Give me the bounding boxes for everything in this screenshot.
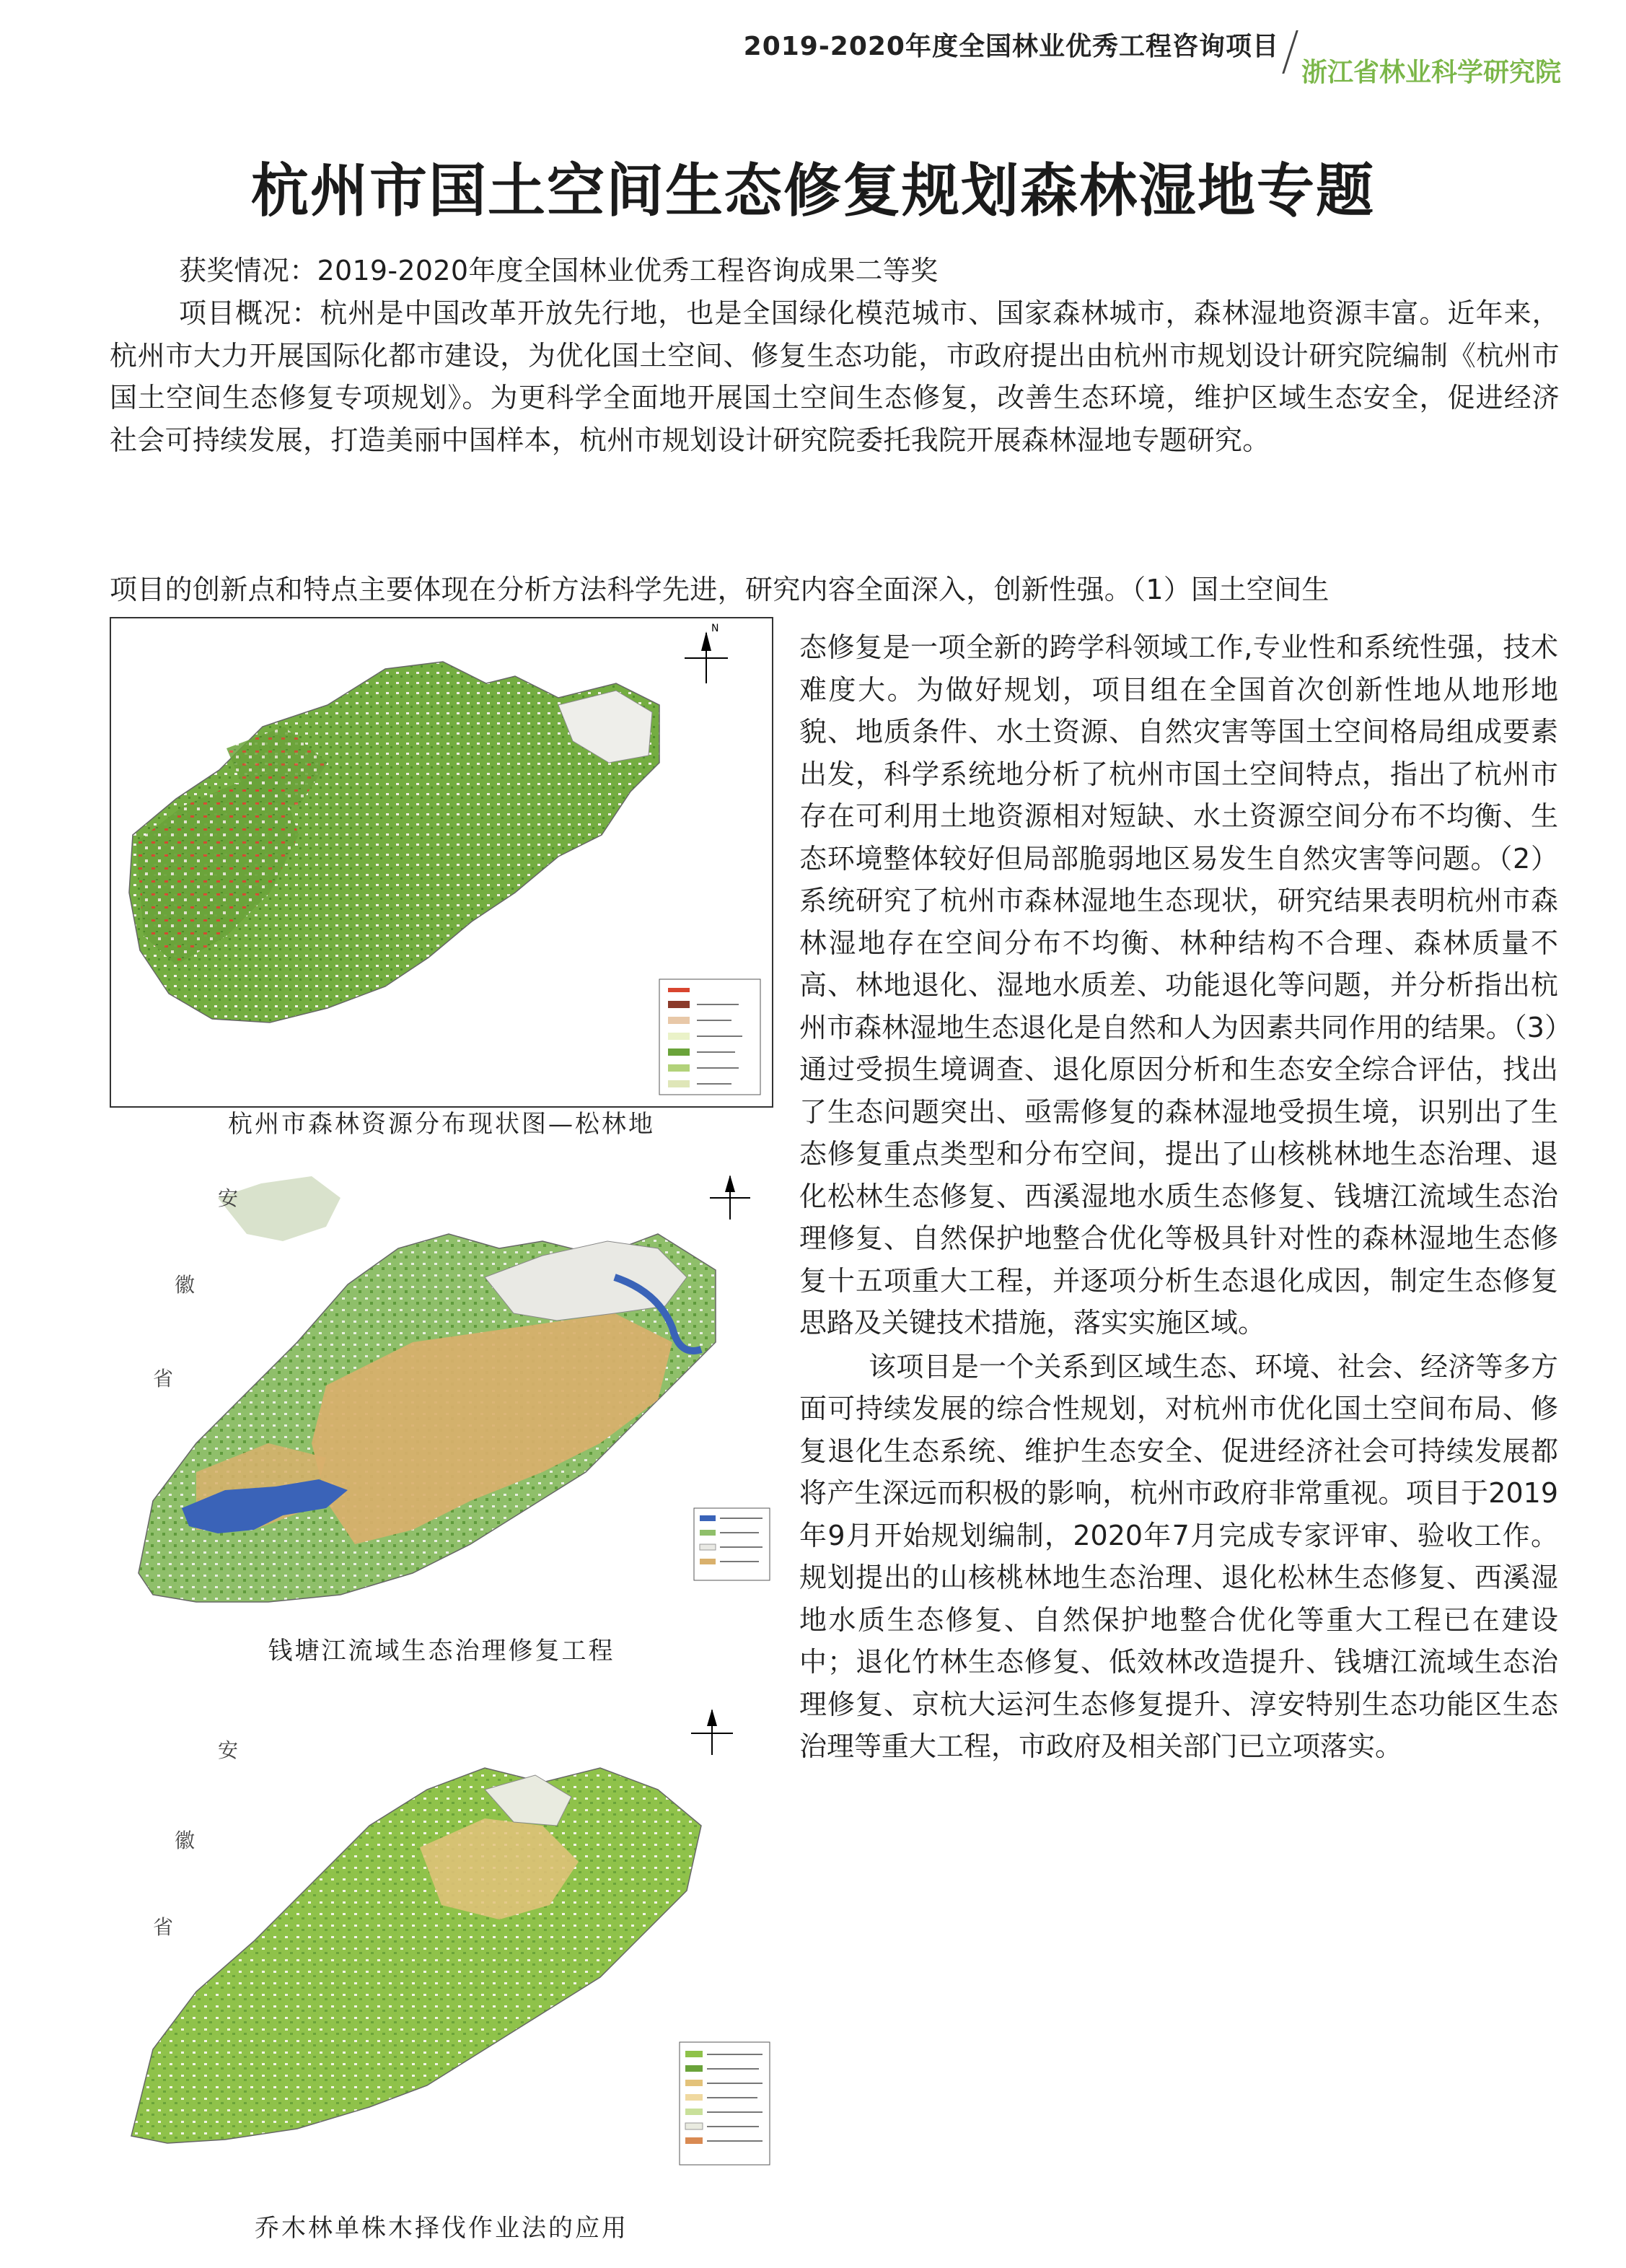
map-label-hui: 徽 [175,1273,195,1297]
figure-qiantang-map [110,1169,773,1624]
selective-logging-map-image [110,1703,773,2179]
innovation-text: 态修复是一项全新的跨学科领域工作,专业性和系统性强，技术难度大。为做好规划，项目组在全国首次创新性地从地形地貌、地质条件、水土资源、自然灾害等国土空间格局组成要素出发，科学系统地分析了杭州市国土空间特点，指出了杭州市存在可利用土地资源相对短缺、水土资源空间分布不均衡、生态环境整体较好但局部脆弱地区易发生自然灾害等问题。（2）系统研究了杭州市森林湿地生态现状，研究结果表明杭州市森林湿地存在空间分布不均衡、林种结构不合理、森林质量不高、林地退化、湿地水质差、功能退化等问题，并分析指出杭州市森林湿地生态退化是自然和人为因素共同作用的结果。（3）通过受损生境调查、退化原因分析和生态安全综合评估，找出了生态问题突出、亟需修复的森林湿地受损生境，识别出了生态修复重点类型和分布空间，提出了山核桃林地生态治理、退化松林生态修复、西溪湿地水质生态修复、钱塘江流域生态治理修复、自然保护地整合优化等极具针对性的森林湿地生态修复十五项重大工程，并逐项分析生态退化成因，制定生态修复思路及关键技术措施，落实实施区域。 [799,631,1558,1339]
award-paragraph [110,250,1560,292]
header-series: 2019-2020年度全国林业优秀工程咨询项目 [743,32,1279,61]
north-arrow-icon [710,1175,750,1220]
header-institute: 浙江省林业科学研究院 [1301,58,1561,87]
innovation-lead-paragraph [110,569,1560,611]
header-slash [1282,30,1298,74]
map-label-an: 安 [218,1186,239,1210]
innovation-lead-text: 项目的创新点和特点主要体现在分析方法科学先进，研究内容全面深入，创新性强。（1）国土空间生 [110,574,1330,605]
map-legend [659,979,760,1095]
overview-text: 项目概况：杭州是中国改革开放先行地，也是全国绿化模范城市、国家森林城市，森林湿地资源丰富。近年来，杭州市大力开展国际化都市建设，为优化国土空间、修复生态功能，市政府提出由杭州市规划设计研究院编制《杭州市国土空间生态修复专项规划》。为更科学全面地开展国土空间生态修复，改善生态环境，维护区域生态安全，促进经济社会可持续发展，打造美丽中国样本，杭州市规划设计研究院委托我院开展森林湿地专题研究。 [110,297,1560,456]
award-text: 获奖情况：2019-2020年度全国林业优秀工程咨询成果二等奖 [179,255,939,286]
pine-forest-map-image [111,618,772,1106]
figure-caption-3: 乔木林单株木择伐作业法的应用 [255,2214,628,2243]
north-arrow-icon [691,1709,733,1755]
qiantang-map-image [110,1169,773,1624]
page-header [743,23,1561,87]
map-label-an: 安 [218,1738,239,1762]
north-label: N [711,623,719,634]
conclusion-text: 该项目是一个关系到区域生态、环境、社会、经济等多方面可持续发展的综合性规划，对杭州市优化国土空间布局、修复退化生态系统、维护生态安全、促进经济社会可持续发展都将产生深远而积极的影响，杭州市政府非常重视。项目于2019年9月开始规划编制，2020年7月完成专家评审、验收工作。规划提出的山核桃林地生态治理、退化松林生态修复、西溪湿地水质生态修复、自然保护地整合优化等重大工程已在建设中；退化竹林生态修复、低效林改造提升、钱塘江流域生态治理修复、京杭大运河生态修复提升、淳安特别生态功能区生态治理等重大工程，市政府及相关部门已立项落实。 [799,1350,1558,1762]
figure-selective-logging-map [110,1703,773,2179]
map-label-sheng: 省 [153,1367,174,1391]
page-title: 杭州市国土空间生态修复规划森林湿地专题 [251,157,1375,224]
map-label-sheng: 省 [153,1915,174,1939]
map-legend [680,2042,770,2165]
figure-pine-forest-map [110,617,773,1108]
north-arrow-icon [685,623,728,683]
right-column [799,626,1558,1768]
figure-caption-1: 杭州市森林资源分布现状图—松林地 [228,1110,655,1139]
overview-paragraph [110,292,1560,461]
map-legend [694,1508,770,1580]
map-label-hui: 徽 [175,1829,195,1852]
figure-caption-2: 钱塘江流域生态治理修复工程 [268,1637,615,1665]
